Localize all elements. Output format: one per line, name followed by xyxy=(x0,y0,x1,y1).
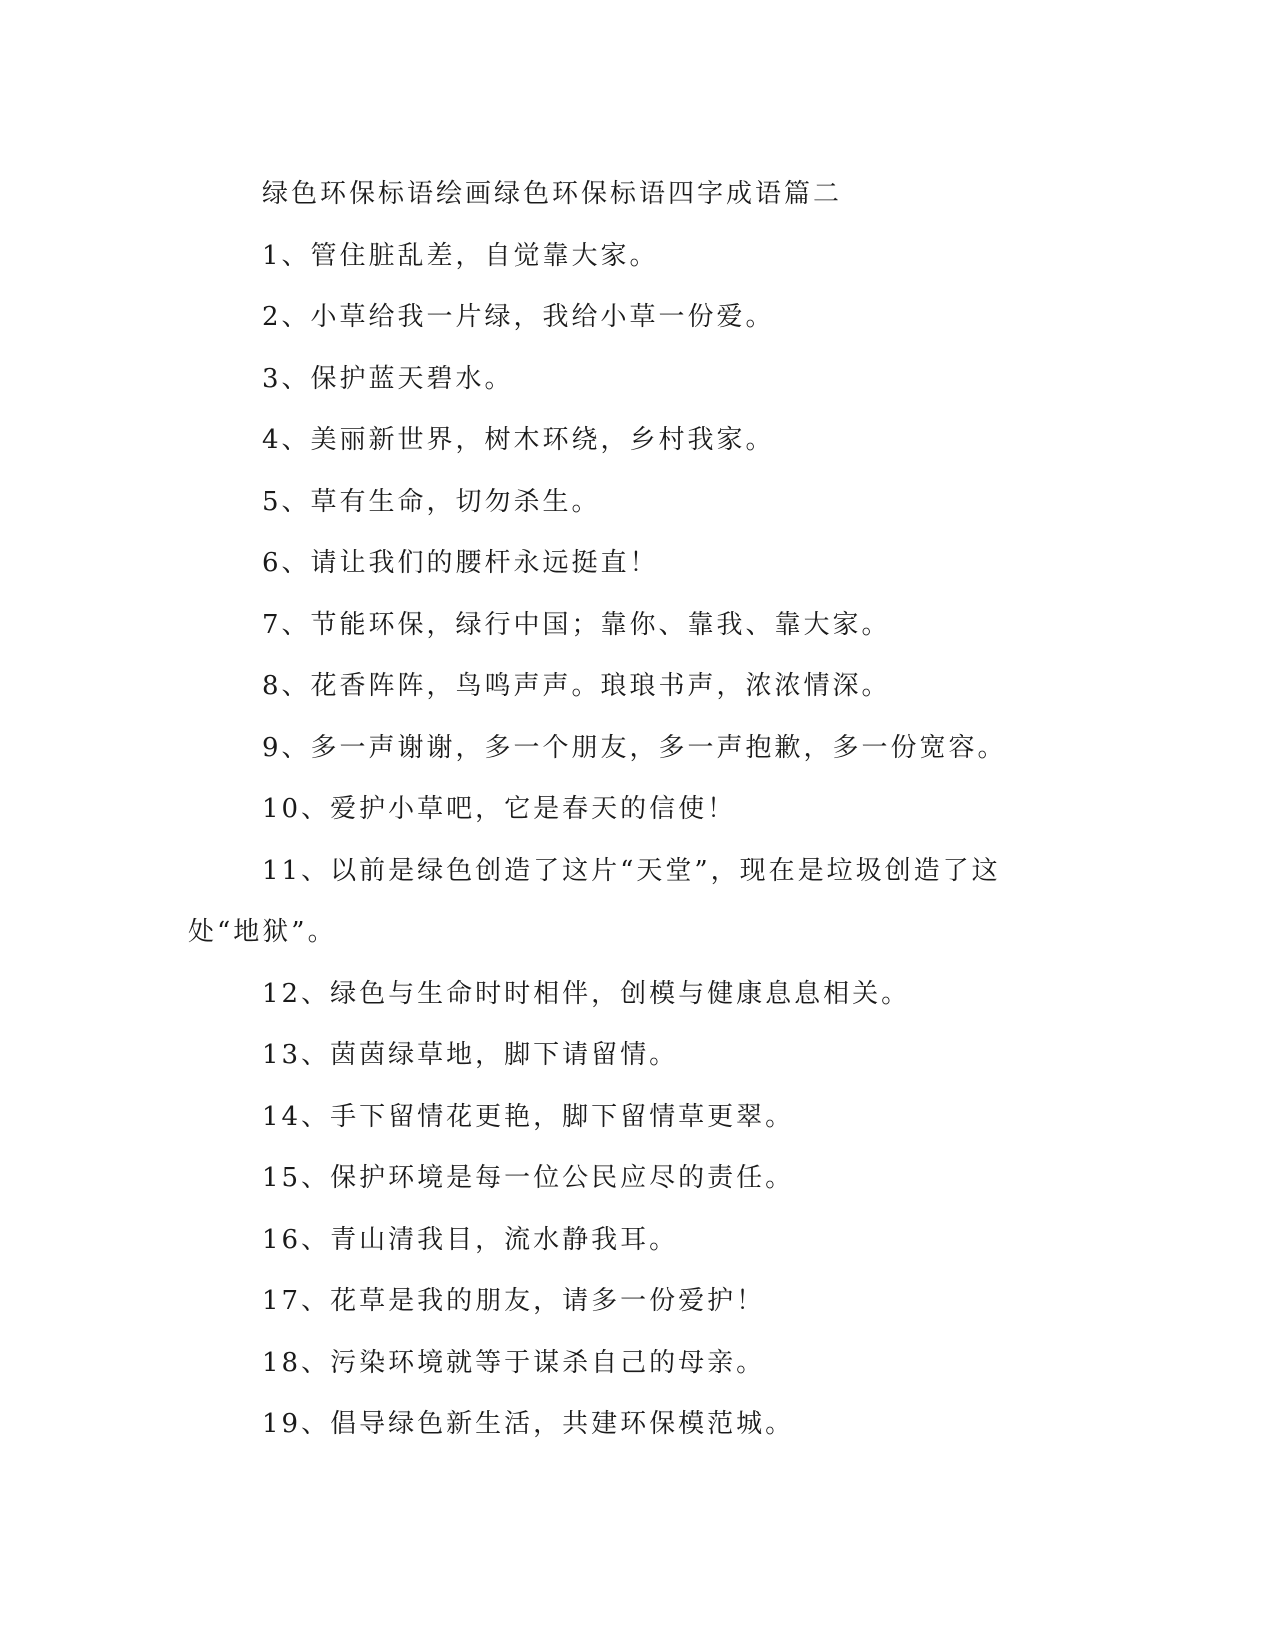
slogan-item: 17、花草是我的朋友，请多一份爱护！ xyxy=(262,1286,766,1316)
document-body xyxy=(188,164,1068,1456)
slogan-item: 1、管住脏乱差，自觉靠大家。 xyxy=(262,240,659,271)
slogan-item: 5、草有生命，切勿杀生。 xyxy=(262,486,601,517)
slogan-item: 4、美丽新世界，树木环绕，乡村我家。 xyxy=(262,425,775,455)
slogan-item: 11、以前是绿色创造了这片“天堂”，现在是垃圾创造了这处“地狱”。 xyxy=(188,855,1001,947)
slogan-item: 14、手下留情花更艳，脚下留情草更翠。 xyxy=(262,1101,795,1132)
slogan-item: 13、茵茵绿草地，脚下请留情。 xyxy=(262,1040,679,1070)
slogan-item: 15、保护环境是每一位公民应尽的责任。 xyxy=(262,1163,795,1193)
slogan-item: 18、污染环境就等于谋杀自己的母亲。 xyxy=(262,1347,766,1378)
slogan-item: 7、节能环保，绿行中国；靠你、靠我、靠大家。 xyxy=(262,609,891,640)
slogan-item: 9、多一声谢谢，多一个朋友，多一声抱歉，多一份宽容。 xyxy=(262,732,1007,763)
slogan-item: 3、保护蓝天碧水。 xyxy=(262,363,514,394)
slogan-item: 6、请让我们的腰杆永远挺直！ xyxy=(262,548,659,578)
slogan-item: 10、爱护小草吧，它是春天的信使！ xyxy=(262,794,737,824)
slogan-item: 19、倡导绿色新生活，共建环保模范城。 xyxy=(262,1409,795,1439)
slogan-item: 12、绿色与生命时时相伴，创模与健康息息相关。 xyxy=(262,978,911,1009)
document-title: 绿色环保标语绘画绿色环保标语四字成语篇二 xyxy=(262,179,843,209)
slogan-item: 8、花香阵阵，鸟鸣声声。琅琅书声，浓浓情深。 xyxy=(262,671,891,701)
slogan-item: 2、小草给我一片绿，我给小草一份爱。 xyxy=(262,302,775,332)
slogan-item: 16、青山清我目，流水静我耳。 xyxy=(262,1224,679,1255)
